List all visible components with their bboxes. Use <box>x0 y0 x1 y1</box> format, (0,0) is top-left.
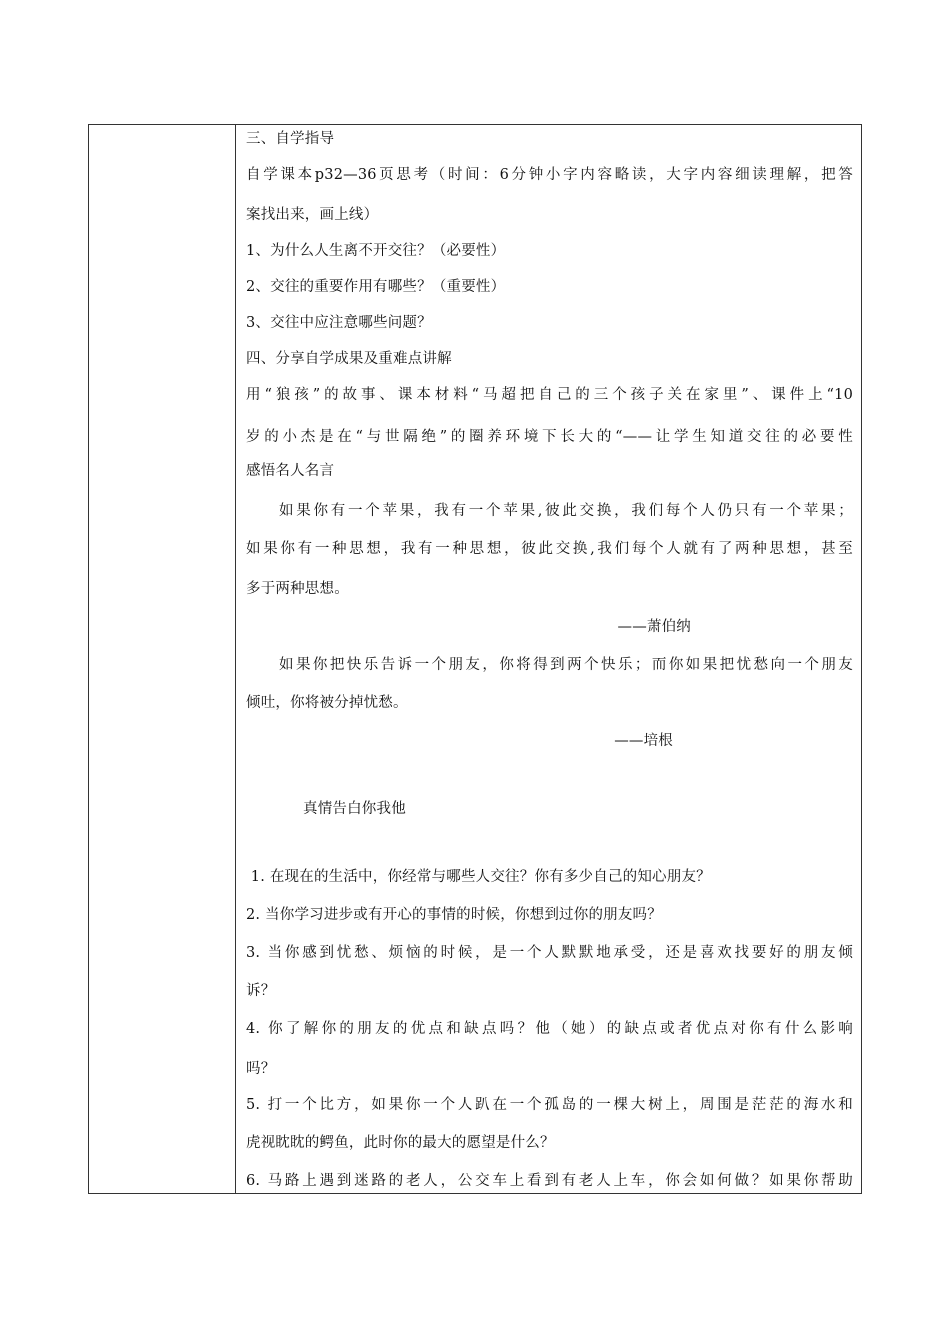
quote-line: 倾吐，你将被分掉忧愁。 <box>246 695 408 711</box>
question-item: 4. 你了解你的朋友的优点和缺点吗？他（她）的缺点或者优点对你有什么影响 <box>246 1021 853 1037</box>
quote-line: 如果你有一种思想，我有一种思想，彼此交换,我们每个人就有了两种思想，甚至 <box>246 541 853 557</box>
question-line: 1、为什么人生离不开交往？（必要性） <box>246 243 506 259</box>
table-left-column <box>89 125 236 1193</box>
quote-line: 如果你有一个苹果，我有一个苹果,彼此交换，我们每个人仍只有一个苹果； <box>279 503 853 519</box>
text-line: 用“狼孩”的故事、课本材料“马超把自己的三个孩子关在家里”、课件上“10 <box>246 387 853 403</box>
section-heading-share: 四、分享自学成果及重难点讲解 <box>246 351 452 367</box>
text-line: 感悟名人名言 <box>246 463 335 479</box>
quote-line: 如果你把快乐告诉一个朋友，你将得到两个快乐；而你如果把忧愁向一个朋友 <box>279 657 853 673</box>
text-line: 自学课本p32—36页思考（时间：6分钟小字内容略读，大字内容细读理解，把答 <box>246 167 853 183</box>
question-item: 2. 当你学习进步或有开心的事情的时候，你想到过你的朋友吗？ <box>246 907 662 923</box>
table-content-column <box>236 125 861 1193</box>
text-line: 案找出来，画上线） <box>246 207 379 223</box>
question-item: 虎视眈眈的鳄鱼，此时你的最大的愿望是什么？ <box>246 1135 555 1151</box>
question-line: 3、交往中应注意哪些问题？ <box>246 315 432 331</box>
question-item: 吗？ <box>246 1061 276 1077</box>
activity-title: 真情告白你我他 <box>303 801 406 817</box>
document-table <box>88 124 862 1194</box>
quote-author: ——培根 <box>614 733 673 749</box>
quote-author: ——萧伯纳 <box>617 619 691 635</box>
question-item: 诉？ <box>246 983 276 999</box>
question-item: 5. 打一个比方，如果你一个人趴在一个孤岛的一棵大树上，周围是茫茫的海水和 <box>246 1097 853 1113</box>
question-line: 2、交往的重要作用有哪些？（重要性） <box>246 279 506 295</box>
text-line: 岁的小杰是在“与世隔绝”的圈养环境下长大的“——让学生知道交往的必要性 <box>246 429 853 445</box>
section-heading-self-study: 三、自学指导 <box>246 131 335 147</box>
quote-line: 多于两种思想。 <box>246 581 349 597</box>
question-item: 3. 当你感到忧愁、烦恼的时候，是一个人默默地承受，还是喜欢找要好的朋友倾 <box>246 945 853 961</box>
question-item: 1. 在现在的生活中，你经常与哪些人交往？你有多少自己的知心朋友？ <box>246 869 711 885</box>
question-item: 6. 马路上遇到迷路的老人，公交车上看到有老人上车，你会如何做？如果你帮助 <box>246 1173 853 1189</box>
